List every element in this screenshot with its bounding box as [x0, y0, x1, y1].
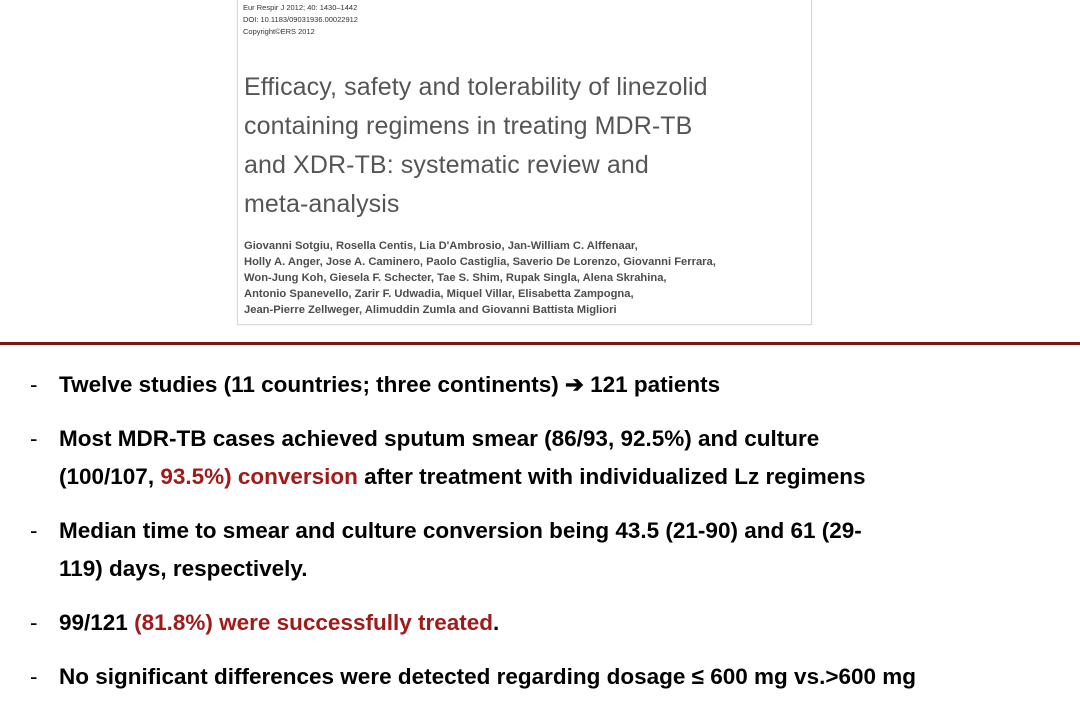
paper-title-line: Efficacy, safety and tolerability of linezolid [244, 73, 708, 101]
bullet-text: after treatment with individualized Lz regimens [357, 464, 866, 489]
paper-authors [244, 238, 809, 318]
bullet-conversion [30, 420, 1080, 496]
bullet-dash: - [30, 664, 38, 689]
bullet-median-time [30, 512, 1080, 588]
bullet-dash: - [30, 610, 38, 635]
bullet-dash: - [30, 518, 38, 543]
author-line: Holly A. Anger, Jose A. Caminero, Paolo Castiglia, Saverio De Lorenzo, Giovanni Ferrara, [244, 256, 716, 268]
author-line: Giovanni Sotgiu, Rosella Centis, Lia D'Ambrosio, Jan-William C. Alffenaar, [244, 240, 638, 252]
paper-title-line: containing regimens in treating MDR-TB [244, 112, 693, 140]
highlight-text: (81.8%) were successfully treated [134, 610, 494, 635]
paper-title-line: and XDR-TB: systematic review and [244, 151, 649, 179]
bullet-line [59, 458, 1080, 496]
author-line: Won-Jung Koh, Giesela F. Schecter, Tae S. Shim, Rupak Singla, Alena Skrahina, [244, 272, 667, 284]
findings-list [30, 366, 1080, 712]
journal-citation [243, 2, 358, 38]
bullet-text: . [493, 610, 500, 635]
journal-line: Eur Respir J 2012; 40: 1430–1442 [243, 3, 358, 12]
bullet-studies [30, 366, 1080, 404]
highlight-text: 93.5%) conversion [160, 464, 358, 489]
bullet-text: 99/121 [59, 610, 135, 635]
bullet-text: 121 patients [583, 372, 721, 397]
author-line: Jean-Pierre Zellweger, Alimuddin Zumla and Giovanni Battista Migliori [244, 304, 617, 316]
paper-title [244, 68, 804, 224]
bullet-line: Median time to smear and culture conversion being 43.5 (21-90) and 61 (29- [59, 518, 862, 543]
copyright-line: Copyright©ERS 2012 [243, 27, 315, 36]
bullet-text: No significant differences were detected regarding dosage ≤ 600 mg vs.>600 mg [59, 664, 917, 689]
paper-title-line: meta-analysis [244, 190, 400, 218]
author-line: Antonio Spanevello, Zarir F. Udwadia, Miquel Villar, Elisabetta Zampogna, [244, 288, 634, 300]
doi-line: DOI: 10.1183/09031936.00022912 [243, 15, 358, 24]
bullet-text: Twelve studies (11 countries; three continents) [59, 372, 565, 397]
paper-header-image [237, 0, 812, 325]
bullet-dosage [30, 658, 1080, 696]
right-arrow-icon: ➔ [564, 372, 584, 397]
bullet-line: Most MDR-TB cases achieved sputum smear (86/93, 92.5%) and culture [59, 426, 820, 451]
bullet-line: 119) days, respectively. [59, 556, 308, 581]
bullet-dash: - [30, 372, 38, 397]
section-divider [0, 342, 1080, 345]
bullet-text: (100/107, [59, 464, 161, 489]
bullet-dash: - [30, 426, 38, 451]
bullet-success [30, 604, 1080, 642]
